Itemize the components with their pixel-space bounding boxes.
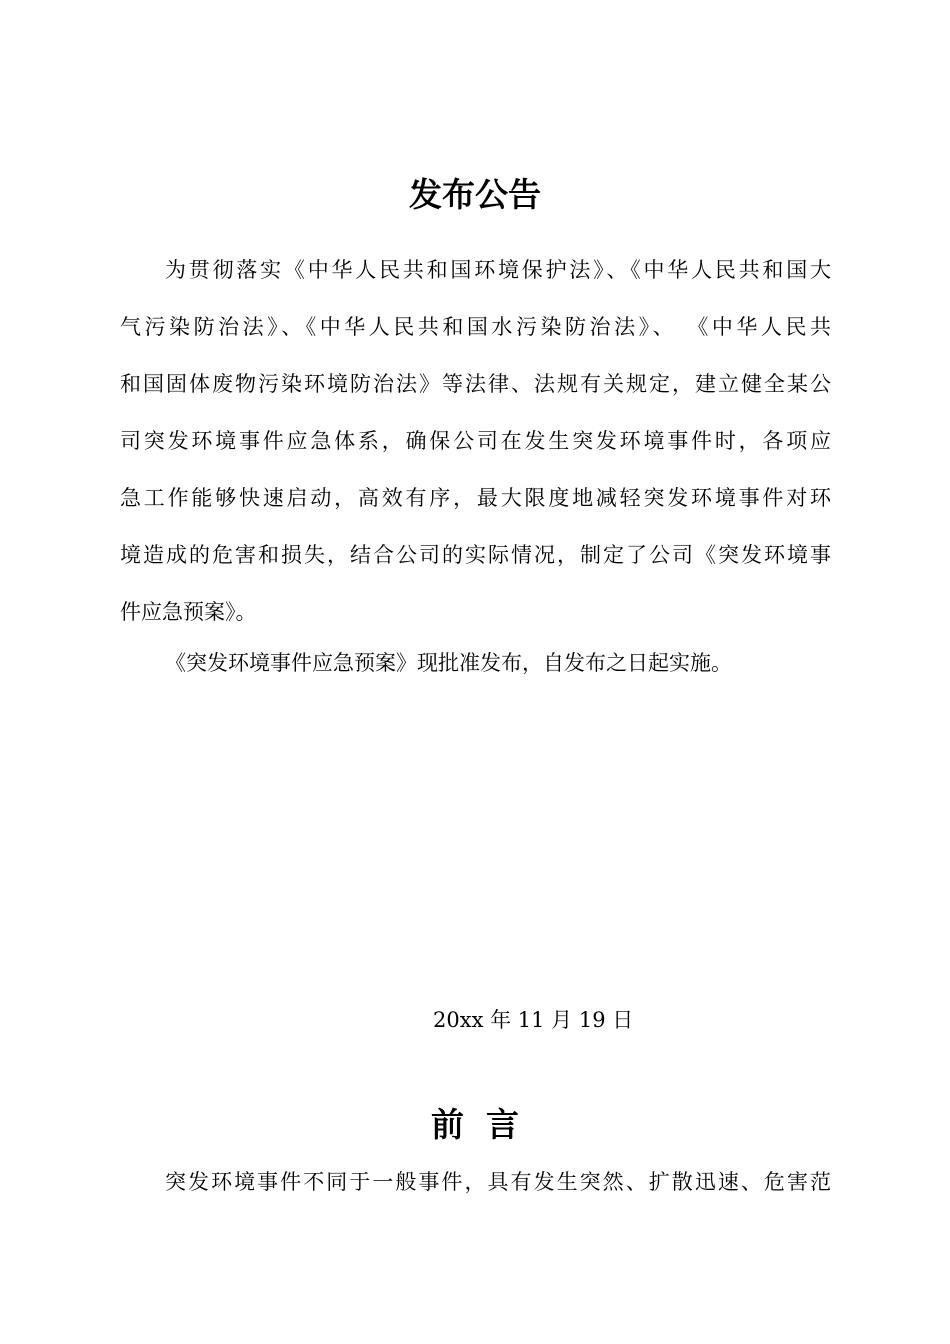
preface-title-char: 前 xyxy=(431,1105,464,1144)
preface-title xyxy=(0,1105,950,1145)
announcement-title: 发布公告 xyxy=(409,175,541,214)
paragraph-line: 为贯彻落实《中华人民共和国环境保护法》、《中华人民共和国大 xyxy=(165,258,831,282)
paragraph-line: 急工作能够快速启动，高效有序，最大限度地减轻突发环境事件对环 xyxy=(120,486,831,510)
paragraph-line: 司突发环境事件应急体系，确保公司在发生突发环境事件时，各项应 xyxy=(120,429,831,453)
paragraph-line: 件应急预案》。 xyxy=(120,600,257,624)
approval-statement: 《突发环境事件应急预案》现批准发布，自发布之日起实施。 xyxy=(165,651,732,675)
announcement-date: 20xx 年 11 月 19 日 xyxy=(433,1008,634,1032)
paragraph-line: 境造成的危害和损失，结合公司的实际情况，制定了公司《突发环境事 xyxy=(120,543,831,567)
paragraph-line: 和国固体废物污染环境防治法》等法律、法规有关规定，建立健全某公 xyxy=(120,372,831,396)
preface-title-char: 言 xyxy=(486,1105,519,1144)
preface-first-line: 突发环境事件不同于一般事件，具有发生突然、扩散迅速、危害范 xyxy=(165,1170,831,1194)
paragraph-line: 气污染防治法》、《中华人民共和国水污染防治法》、 《中华人民共 xyxy=(120,315,831,339)
